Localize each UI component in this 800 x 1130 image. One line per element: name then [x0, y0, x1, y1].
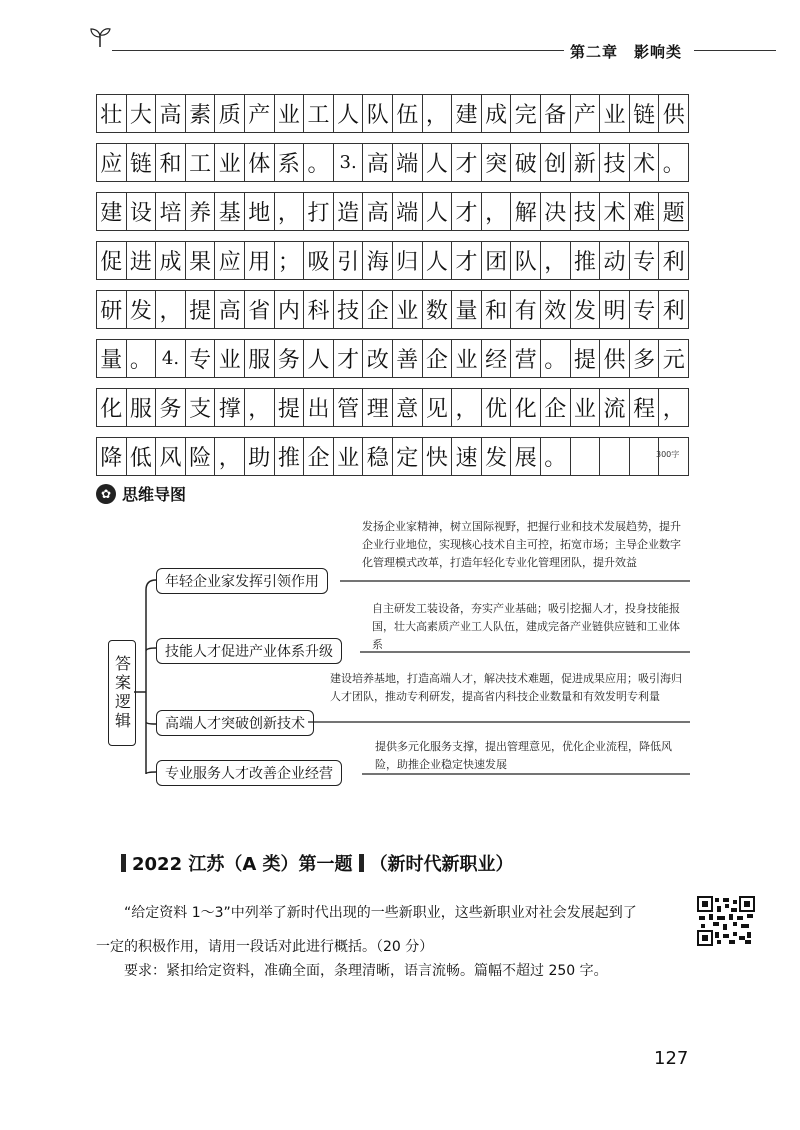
grid-cell: 。 — [541, 438, 571, 475]
grid-cell: 壮 — [97, 95, 127, 132]
grid-cell: 高 — [215, 291, 245, 328]
grid-cell: ， — [156, 291, 186, 328]
grid-cell: 稳 — [363, 438, 393, 475]
grid-cell: 提 — [571, 340, 601, 377]
heading-bar — [359, 854, 364, 872]
grid-cell: 研 — [97, 291, 127, 328]
grid-cell: 省 — [245, 291, 275, 328]
grid-cell: 效 — [541, 291, 571, 328]
grid-cell: 打 — [304, 193, 334, 230]
grid-cell: 进 — [127, 242, 157, 279]
grid-cell: 人 — [304, 340, 334, 377]
grid-cell: 技 — [600, 144, 630, 181]
grid-cell: 。 — [659, 144, 689, 181]
question-prompt — [96, 896, 690, 964]
grid-cell: 术 — [630, 144, 660, 181]
grid-cell: 成 — [482, 95, 512, 132]
grid-cell: 促 — [97, 242, 127, 279]
grid-cell: 端 — [393, 144, 423, 181]
grid-cell: 地 — [245, 193, 275, 230]
grid-cell: 业 — [571, 389, 601, 426]
grid-cell: 技 — [571, 193, 601, 230]
grid-cell: 务 — [156, 389, 186, 426]
grid-cell: 3. — [334, 144, 364, 181]
grid-cell: ， — [659, 389, 689, 426]
grid-cell: 意 — [393, 389, 423, 426]
grid-cell: 人 — [423, 144, 453, 181]
grid-cell: 建 — [452, 95, 482, 132]
grid-cell: 展 — [511, 438, 541, 475]
grid-cell: 伍 — [393, 95, 423, 132]
grid-cell: 人 — [334, 95, 364, 132]
question-title: 2022 江苏（A 类）第一题 — [132, 854, 353, 875]
grid-cell: 企 — [541, 389, 571, 426]
grid-cell: 才 — [334, 340, 364, 377]
grid-cell: 速 — [452, 438, 482, 475]
branch-note: 建设培养基地，打造高端人才，解决技术难题，促进成果应用；吸引海归人才团队，推动专利研发，提高省内科技企业数量和有效发明专利量 — [330, 672, 682, 703]
branch-high-end-talent: 高端人才突破创新技术 — [156, 710, 314, 736]
grid-cell: 养 — [186, 193, 216, 230]
grid-cell: 改 — [363, 340, 393, 377]
mindmap-title: 思维导图 — [122, 485, 187, 504]
chapter-title: 第二章 影响类 — [570, 43, 683, 61]
grid-cell: 设 — [127, 193, 157, 230]
flower-icon: ✿ — [96, 484, 116, 504]
grid-cell: 业 — [334, 438, 364, 475]
grid-cell: 和 — [156, 144, 186, 181]
grid-cell: 企 — [423, 340, 453, 377]
qr-code-icon[interactable] — [697, 896, 755, 946]
grid-cell: 推 — [571, 242, 601, 279]
grid-cell: 撑 — [215, 389, 245, 426]
grid-cell: 发 — [482, 438, 512, 475]
grid-cell: 高 — [363, 193, 393, 230]
grid-cell: 业 — [215, 340, 245, 377]
question-heading — [121, 850, 514, 876]
grid-cell: 有 — [511, 291, 541, 328]
grid-cell: 归 — [393, 242, 423, 279]
grid-cell: 专 — [186, 340, 216, 377]
grid-cell: 新 — [571, 144, 601, 181]
grid-cell: 破 — [511, 144, 541, 181]
grid-cell: 快 — [423, 438, 453, 475]
grid-cell: 才 — [452, 193, 482, 230]
grid-cell: 技 — [334, 291, 364, 328]
branch-young-entrepreneurs: 年轻企业家发挥引领作用 — [156, 568, 328, 594]
grid-cell: 明 — [600, 291, 630, 328]
grid-cell: 营 — [511, 340, 541, 377]
grid-cell: 体 — [245, 144, 275, 181]
grid-cell: 应 — [97, 144, 127, 181]
grid-cell: 备 — [541, 95, 571, 132]
question-requirement: 要求：紧扣给定资料，准确全面，条理清晰，语言流畅。篇幅不超过 250 字。 — [124, 963, 608, 979]
grid-cell: 题 — [659, 193, 689, 230]
grid-cell: 素 — [186, 95, 216, 132]
grid-cell: 用 — [245, 242, 275, 279]
grid-cell: 造 — [334, 193, 364, 230]
grid-cell: 产 — [571, 95, 601, 132]
grid-cell: ， — [423, 95, 453, 132]
heading-bar — [121, 854, 126, 872]
grid-cell: ， — [215, 438, 245, 475]
branch-professional-services: 专业服务人才改善企业经营 — [156, 760, 342, 786]
grid-cell: 利 — [659, 242, 689, 279]
grid-cell: 产 — [245, 95, 275, 132]
branch-note: 提供多元化服务支撑，提出管理意见，优化企业流程，降低风险，助推企业稳定快速发展 — [375, 740, 672, 771]
grid-cell: 利 — [659, 291, 689, 328]
grid-cell: 建 — [97, 193, 127, 230]
grid-cell: 人 — [423, 242, 453, 279]
grid-cell: 系 — [275, 144, 305, 181]
grid-cell: 支 — [186, 389, 216, 426]
grid-cell: 经 — [482, 340, 512, 377]
grid-cell: ， — [541, 242, 571, 279]
branch-note: 发扬企业家精神，树立国际视野，把握行业和技术发展趋势，提升企业行业地位，实现核心技术自主可控，拓宽市场；主导企业数字化管理模式改革，打造年轻化专业化管理团队，提升效益 — [362, 520, 681, 569]
grid-cell: 高 — [363, 144, 393, 181]
grid-cell: 成 — [156, 242, 186, 279]
grid-cell: 流 — [600, 389, 630, 426]
grid-cell: 决 — [541, 193, 571, 230]
grid-cell: ； — [275, 242, 305, 279]
grid-cell: 定 — [393, 438, 423, 475]
grid-cell: 出 — [304, 389, 334, 426]
grid-cell: 量 — [452, 291, 482, 328]
grid-cell: 企 — [363, 291, 393, 328]
grid-cell: 动 — [600, 242, 630, 279]
grid-cell: 见 — [423, 389, 453, 426]
page-number: 127 — [654, 1048, 689, 1069]
grid-cell: 供 — [659, 95, 689, 132]
grid-cell: 服 — [245, 340, 275, 377]
grid-cell: 业 — [275, 95, 305, 132]
grid-cell: 多 — [630, 340, 660, 377]
grid-cell: 海 — [363, 242, 393, 279]
grid-cell: 提 — [186, 291, 216, 328]
grid-cell: 链 — [630, 95, 660, 132]
grid-cell: 降 — [97, 438, 127, 475]
grid-cell: 难 — [630, 193, 660, 230]
grid-cell: 完 — [511, 95, 541, 132]
grid-cell: ， — [452, 389, 482, 426]
grid-cell: 管 — [334, 389, 364, 426]
word-count-label: 300字 — [656, 450, 680, 459]
grid-cell: 培 — [156, 193, 186, 230]
grid-cell: 化 — [97, 389, 127, 426]
grid-cell: 业 — [215, 144, 245, 181]
grid-cell: 供 — [600, 340, 630, 377]
grid-cell: 高 — [156, 95, 186, 132]
grid-cell: 和 — [482, 291, 512, 328]
grid-cell: 企 — [304, 438, 334, 475]
grid-cell: 引 — [334, 242, 364, 279]
grid-cell: 团 — [482, 242, 512, 279]
grid-cell: 创 — [541, 144, 571, 181]
grid-cell: 队 — [363, 95, 393, 132]
grid-cell: 发 — [571, 291, 601, 328]
grid-cell: ， — [482, 193, 512, 230]
grid-cell: 吸 — [304, 242, 334, 279]
grid-cell: 推 — [275, 438, 305, 475]
grid-cell: 提 — [275, 389, 305, 426]
grid-cell: 应 — [215, 242, 245, 279]
grid-cell: 量 — [97, 340, 127, 377]
grid-cell: 优 — [482, 389, 512, 426]
grid-cell: 才 — [452, 242, 482, 279]
grid-cell: 科 — [304, 291, 334, 328]
grid-cell: 专 — [630, 291, 660, 328]
grid-cell: 4. — [156, 340, 186, 377]
grid-cell: 化 — [511, 389, 541, 426]
grid-cell: 元 — [659, 340, 689, 377]
grid-cell: 善 — [393, 340, 423, 377]
grid-cell: 队 — [511, 242, 541, 279]
grid-cell: ， — [245, 389, 275, 426]
grid-cell: 务 — [275, 340, 305, 377]
grid-cell: 数 — [423, 291, 453, 328]
grid-cell: 风 — [156, 438, 186, 475]
branch-skilled-talent: 技能人才促进产业体系升级 — [156, 638, 342, 664]
branch-note: 自主研发工装设备，夯实产业基础；吸引挖掘人才，投身技能报国，壮大高素质产业工人队伍，建成完备产业链供应链和工业体系 — [372, 602, 680, 651]
grid-cell: 突 — [482, 144, 512, 181]
grid-cell: 解 — [511, 193, 541, 230]
grid-cell: 质 — [215, 95, 245, 132]
grid-cell: 服 — [127, 389, 157, 426]
grid-cell: 险 — [186, 438, 216, 475]
question-tag: （新时代新职业） — [369, 854, 514, 875]
prompt-line-1: “给定资料 1～3”中列举了新时代出现的一些新职业，这些新职业对社会发展起到了 — [124, 905, 637, 921]
grid-cell: 理 — [363, 389, 393, 426]
grid-cell: 程 — [630, 389, 660, 426]
grid-cell: 工 — [304, 95, 334, 132]
grid-cell: 业 — [600, 95, 630, 132]
grid-cell: ， — [275, 193, 305, 230]
grid-cell: 助 — [245, 438, 275, 475]
grid-cell: 术 — [600, 193, 630, 230]
grid-cell: 人 — [423, 193, 453, 230]
grid-cell: 。 — [541, 340, 571, 377]
grid-cell: 。 — [127, 340, 157, 377]
prompt-line-2: 一定的积极作用，请用一段话对此进行概括。（20 分） — [96, 939, 434, 955]
grid-cell: 基 — [215, 193, 245, 230]
grid-cell: 业 — [452, 340, 482, 377]
grid-cell: 。 — [304, 144, 334, 181]
grid-cell: 端 — [393, 193, 423, 230]
grid-cell: 发 — [127, 291, 157, 328]
grid-cell: 工 — [186, 144, 216, 181]
grid-cell: 内 — [275, 291, 305, 328]
grid-cell: 业 — [393, 291, 423, 328]
mindmap-root: 答案逻辑 — [108, 640, 136, 746]
grid-cell: 专 — [630, 242, 660, 279]
grid-cell: 大 — [127, 95, 157, 132]
grid-cell: 低 — [127, 438, 157, 475]
grid-cell: 才 — [452, 144, 482, 181]
grid-cell: 链 — [127, 144, 157, 181]
grid-cell: 果 — [186, 242, 216, 279]
